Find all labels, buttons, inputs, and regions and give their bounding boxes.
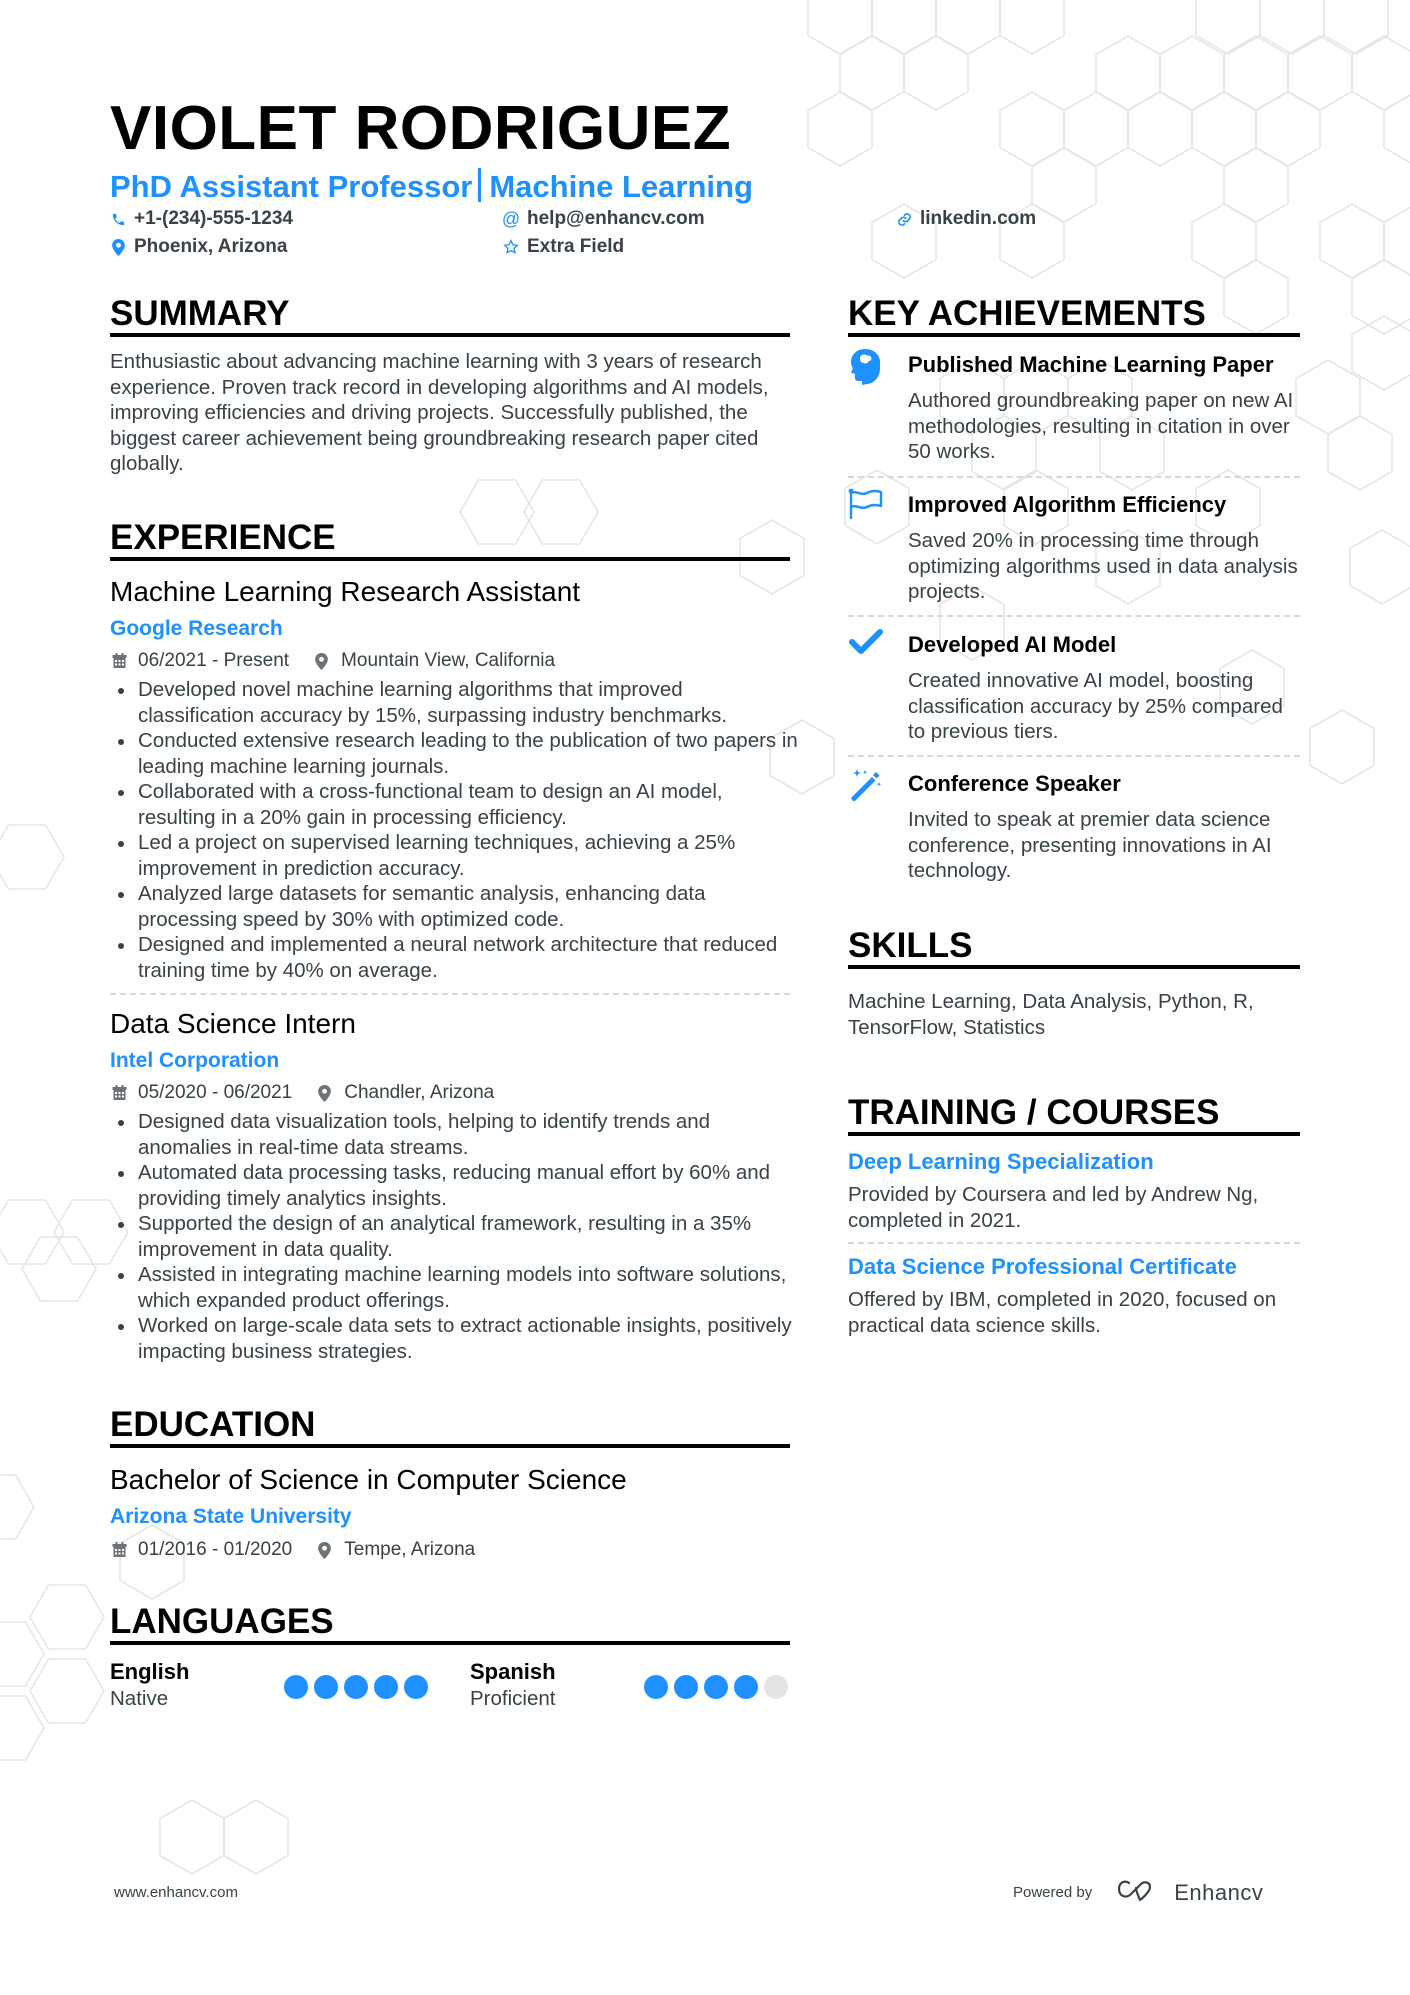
- achievements-rule: [848, 333, 1300, 337]
- job-meta: [112, 650, 555, 672]
- education-location: [318, 1539, 475, 1561]
- rating-dot-filled: [704, 1675, 728, 1699]
- title-role: PhD Assistant Professor: [110, 169, 473, 204]
- language-level: Proficient: [470, 1687, 556, 1710]
- summary-rule: [110, 333, 790, 337]
- bullet-item: Automated data processing tasks, reducing manual effort by 60% and providing timely analytics insights.: [110, 1160, 800, 1211]
- achievement-item: [848, 767, 1300, 887]
- experience-rule: [110, 557, 790, 561]
- language-name: English: [110, 1659, 190, 1684]
- achievement-item: [848, 628, 1300, 748]
- contact-phone[interactable]: [110, 208, 293, 230]
- course-description: Provided by Coursera and led by Andrew Ng, completed in 2021.: [848, 1183, 1259, 1232]
- candidate-title: [110, 168, 753, 202]
- enhancv-brand[interactable]: [1116, 1878, 1263, 1907]
- achievement-divider: [848, 615, 1300, 617]
- rating-dot-filled: [644, 1675, 668, 1699]
- achievement-description: Invited to speak at premier data science conference, presenting innovations in AI technology.: [908, 808, 1272, 882]
- education-dates: 01/2016 - 01/2020: [138, 1539, 293, 1560]
- experience-heading: EXPERIENCE: [110, 518, 336, 557]
- skills-rule: [848, 965, 1300, 969]
- achievement-divider: [848, 476, 1300, 478]
- star-icon: [503, 239, 519, 255]
- achievement-title: Conference Speaker: [908, 771, 1121, 796]
- education-location-text: Tempe, Arizona: [344, 1539, 476, 1560]
- education-meta: [112, 1539, 475, 1561]
- phone-icon: [110, 211, 126, 227]
- location-value: Phoenix, Arizona: [134, 236, 288, 257]
- calendar-icon: [112, 653, 128, 669]
- achievement-item: [848, 488, 1300, 608]
- summary-heading: SUMMARY: [110, 294, 290, 333]
- bullet-item: Conducted extensive research leading to the publication of two papers in leading machine learning journals.: [110, 728, 800, 779]
- magic-wand-icon: [848, 767, 888, 807]
- training-rule: [848, 1132, 1300, 1136]
- footer-website[interactable]: www.enhancv.com: [114, 1884, 238, 1901]
- school-name: Arizona State University: [110, 1505, 352, 1528]
- course-title: Deep Learning Specialization: [848, 1149, 1154, 1174]
- powered-by-label: Powered by: [1013, 1884, 1093, 1901]
- bullet-item: Supported the design of an analytical framework, resulting in a 35% improvement in data quality.: [110, 1211, 800, 1262]
- bullet-item: Assisted in integrating machine learning models into software solutions, which expanded product offerings.: [110, 1262, 800, 1313]
- rating-dot-filled: [344, 1675, 368, 1699]
- training-heading: TRAINING / COURSES: [848, 1093, 1220, 1132]
- title-separator: [478, 168, 481, 202]
- contact-location: [110, 236, 287, 258]
- education-heading: EDUCATION: [110, 1405, 316, 1444]
- footer-branding: [1013, 1878, 1263, 1907]
- contact-email[interactable]: [503, 208, 705, 230]
- flag-icon: [848, 488, 888, 528]
- contact-linkedin[interactable]: [896, 208, 1036, 230]
- bullet-item: Analyzed large datasets for semantic analysis, enhancing data processing speed by 30% with optimized code.: [110, 881, 800, 932]
- summary-text: Enthusiastic about advancing machine learning with 3 years of research experience. Proven track record in developing algorithms and AI models, improving efficiencies and driving projects. Successfully published, the biggest career achievement being groundbreaking research paper cited globally.: [110, 350, 769, 475]
- course-title: Data Science Professional Certificate: [848, 1254, 1237, 1279]
- email-value: help@enhancv.com: [527, 208, 705, 229]
- rating-dot-filled: [314, 1675, 338, 1699]
- job-title: Data Science Intern: [110, 1008, 356, 1039]
- achievement-description: Saved 20% in processing time through optimizing algorithms used in data analysis projects.: [908, 529, 1298, 603]
- achievement-title: Published Machine Learning Paper: [908, 352, 1274, 377]
- language-rating: [644, 1675, 788, 1699]
- map-pin-icon: [318, 1085, 334, 1101]
- skills-heading: SKILLS: [848, 926, 973, 965]
- company-name: Intel Corporation: [110, 1049, 280, 1072]
- job-bullets: [110, 1109, 800, 1364]
- contact-extra: [503, 236, 624, 258]
- job-title: Machine Learning Research Assistant: [110, 576, 581, 607]
- checkmark-icon: [848, 628, 888, 668]
- skills-list: Machine Learning, Data Analysis, Python, R, TensorFlow, Statistics: [848, 990, 1254, 1039]
- brand-name: Enhancv: [1174, 1879, 1264, 1905]
- rating-dot-filled: [284, 1675, 308, 1699]
- map-pin-icon: [110, 239, 126, 255]
- job-location-text: Mountain View, California: [341, 650, 556, 671]
- bullet-item: Collaborated with a cross-functional team to design an AI model, resulting in a 20% gain in processing efficiency.: [110, 779, 800, 830]
- achievement-item: [848, 348, 1300, 468]
- bullet-item: Worked on large-scale data sets to extract actionable insights, positively impacting business strategies.: [110, 1313, 800, 1364]
- bullet-item: Designed data visualization tools, helping to identify trends and anomalies in real-time data streams.: [110, 1109, 800, 1160]
- map-pin-icon: [315, 653, 331, 669]
- map-pin-icon: [318, 1542, 334, 1558]
- enhancv-logo-icon: [1116, 1878, 1162, 1907]
- title-field: Machine Learning: [489, 169, 753, 204]
- bullet-item: Designed and implemented a neural network architecture that reduced training time by 40% on average.: [110, 932, 800, 983]
- rating-dot-filled: [374, 1675, 398, 1699]
- rating-dot-filled: [404, 1675, 428, 1699]
- languages-heading: LANGUAGES: [110, 1602, 334, 1641]
- job-meta: [112, 1082, 494, 1104]
- extra-value: Extra Field: [527, 236, 625, 257]
- languages-rule: [110, 1641, 790, 1645]
- job-location-text: Chandler, Arizona: [344, 1082, 495, 1103]
- language-rating: [284, 1675, 428, 1699]
- job-location: [315, 650, 555, 672]
- achievement-title: Developed AI Model: [908, 632, 1117, 657]
- education-rule: [110, 1444, 790, 1448]
- link-icon: [896, 211, 912, 227]
- course-description: Offered by IBM, completed in 2020, focused on practical data science skills.: [848, 1288, 1277, 1337]
- rating-dot-filled: [734, 1675, 758, 1699]
- company-name: Google Research: [110, 617, 283, 640]
- brain-head-icon: [848, 348, 888, 388]
- achievement-divider: [848, 755, 1300, 757]
- linkedin-value: linkedin.com: [920, 208, 1037, 229]
- bullet-item: Led a project on supervised learning techniques, achieving a 25% improvement in prediction accuracy.: [110, 830, 800, 881]
- calendar-icon: [112, 1542, 128, 1558]
- achievement-description: Created innovative AI model, boosting classification accuracy by 25% compared to previous tiers.: [908, 669, 1283, 743]
- rating-dot-filled: [674, 1675, 698, 1699]
- achievements-heading: KEY ACHIEVEMENTS: [848, 294, 1206, 333]
- job-bullets: [110, 677, 800, 983]
- at-icon: @: [501, 208, 521, 229]
- phone-value: +1-(234)-555-1234: [134, 208, 293, 229]
- rating-dot-empty: [764, 1675, 788, 1699]
- experience-divider: [110, 993, 790, 995]
- language-level: Native: [110, 1687, 169, 1710]
- degree-title: Bachelor of Science in Computer Science: [110, 1464, 627, 1495]
- course-divider: [848, 1242, 1300, 1244]
- calendar-icon: [112, 1085, 128, 1101]
- job-dates: 05/2020 - 06/2021: [138, 1082, 293, 1103]
- achievement-description: Authored groundbreaking paper on new AI methodologies, resulting in citation in over 50 works.: [908, 389, 1294, 463]
- bullet-item: Developed novel machine learning algorithms that improved classification accuracy by 15%, surpassing industry benchmarks.: [110, 677, 800, 728]
- candidate-name: VIOLET RODRIGUEZ: [110, 94, 732, 163]
- job-dates: 06/2021 - Present: [138, 650, 290, 671]
- achievement-title: Improved Algorithm Efficiency: [908, 492, 1227, 517]
- language-name: Spanish: [470, 1659, 556, 1684]
- job-location: [318, 1082, 494, 1104]
